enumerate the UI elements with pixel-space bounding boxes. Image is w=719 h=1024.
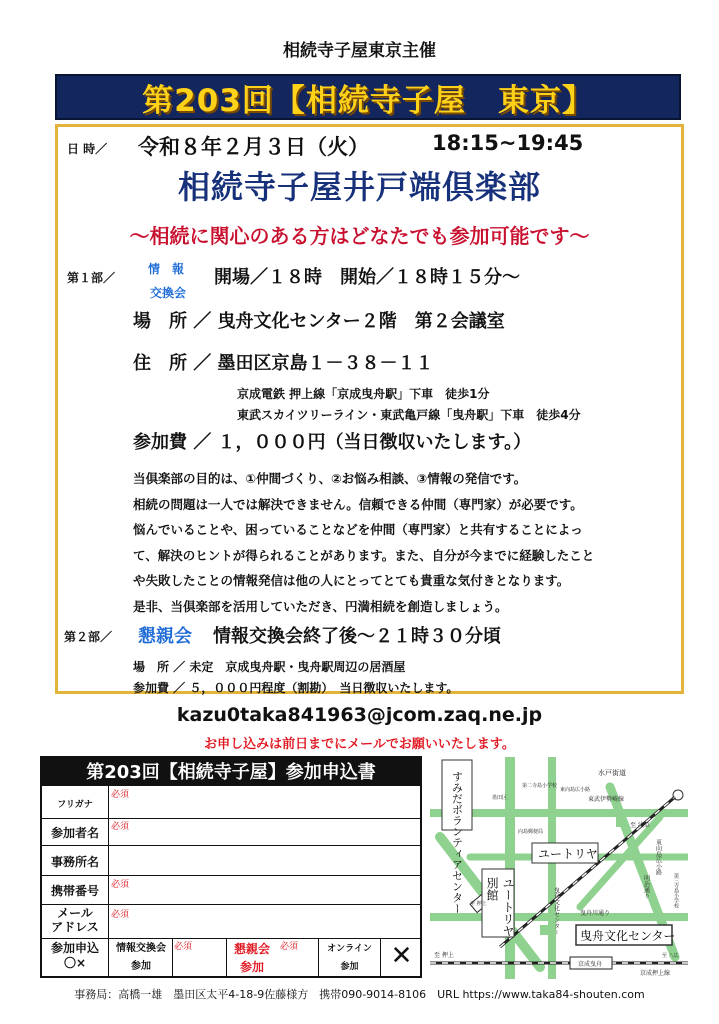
tagline: ～相続に関心のある方はどなたでも参加可能です～ (129, 224, 590, 248)
email-field[interactable] (110, 906, 420, 937)
option-online-line2: 参加 (340, 962, 359, 972)
office-name-field[interactable] (110, 847, 420, 874)
label-keisei-line: 京成押上線 (640, 970, 671, 977)
option-online[interactable] (320, 940, 379, 976)
attend-label (42, 941, 108, 971)
footer-contact: 事務局：高橋一雄 墨田区太平4-18-9佐藤様方 携帯090-9014-8106 URL https://www.taka84-shouten.com (74, 988, 645, 1001)
map-marker (616, 817, 626, 827)
part1-label: 第１部／ (67, 271, 116, 285)
part2-schedule: 情報交換会終了後～２１時３０分頃 (213, 626, 501, 647)
organizer-text: 相続寺子屋東京主催 (283, 41, 436, 61)
label-asakusa: 至 浅草 (630, 822, 650, 829)
mail-label-line2: アドレス (51, 920, 99, 934)
option-social-line2: 参加 (239, 960, 264, 974)
phone-field[interactable] (110, 877, 420, 903)
description-line: 相続の問題は一人では解決できません。信頼できる仲間（専門家）が必要です。 (133, 496, 583, 512)
label-yahiro: 至 八広 (662, 953, 679, 959)
venue-map (430, 757, 688, 979)
datetime-label: 日 時／ (67, 142, 108, 156)
description-line: 是非、当倶楽部を活用していただき、円満相続を創造しましょう。 (133, 598, 508, 614)
required-mark: 必須 (280, 942, 299, 952)
label-hikifune-center: 曳舟文化センター (552, 887, 560, 935)
event-banner (55, 74, 681, 120)
online-x-mark: ✕ (390, 941, 413, 971)
label-higashi2: 東向島広小路 (654, 839, 662, 875)
option-online-line1: オンライン (327, 944, 372, 954)
sumida-volunteer-text: すみだボランティアセンター (450, 771, 464, 914)
phone-label: 携帯番号 (50, 884, 99, 898)
description-line: 当倶楽部の目的は、①仲間づくり、②お悩み相談、③情報の発信です。 (133, 471, 527, 486)
betsukan-text: 別館 (485, 877, 499, 901)
map-marker (540, 925, 550, 935)
part1-tag-line2: 交換会 (150, 286, 187, 300)
required-mark: 必須 (174, 942, 193, 952)
part1-description (133, 466, 693, 619)
furigana-label: フリガナ (57, 800, 93, 810)
label-keisei-hikifune: 京成曳舟 (578, 961, 603, 968)
part2-venue: 場 所 ／ 未定 京成曳舟駅・曳舟駅周辺の居酒屋 (133, 660, 406, 674)
required-mark: 必須 (111, 790, 130, 800)
label-tobu-isesaki: 東武伊勢崎線 (588, 796, 625, 803)
description-line: て、解決のヒントが得られることがあります。また、自分が今までに経験したこと (133, 547, 595, 563)
part2-label: 第２部／ (64, 630, 113, 644)
label-higashimukai: 東向島広小路 (560, 787, 591, 793)
part2-name: 懇親会 (138, 626, 192, 647)
event-time: 18:15~19:45 (432, 131, 584, 155)
part1-venue: 場 所 ／ 曳舟文化センター２階 第２会議室 (133, 311, 505, 332)
required-mark: 必須 (111, 880, 130, 890)
description-line: 悩んでいることや、困っていることなどを仲間（専門家）と共有することによっ (133, 522, 583, 537)
option-info-exchange[interactable] (111, 940, 171, 976)
banner-title: 第203回【相続寺子屋 東京】 (142, 82, 594, 119)
contact-email[interactable]: kazu0taka841963@jcom.zaq.ne.jp (176, 704, 543, 726)
part1-tag-line1: 情 報 (148, 262, 185, 276)
participant-name-field[interactable] (110, 820, 420, 844)
part1-access-2: 東武スカイツリーライン・東武亀戸線「曳舟駅」下車 徒歩4分 (237, 408, 581, 422)
attend-label-line2: 〇× (63, 956, 87, 970)
form-title: 第203回【相続寺子屋】参加申込書 (40, 756, 422, 786)
part1-address: 住 所 ／ 墨田区京島１－３８－１１ (133, 353, 434, 374)
label-to: 至 押上 (470, 901, 487, 907)
office-label: 事務所名 (50, 855, 99, 869)
mail-label (42, 906, 108, 934)
part1-access-1: 京成電鉄 押上線「京成曳舟駅」下車 徒歩1分 (237, 387, 490, 401)
label-suido: 水戸街道 (598, 769, 626, 777)
part2-fee: 参加費 ／ ５，０００円程度（割勘） 当日徴収いたします。 (133, 681, 459, 695)
description-line: や失敗したことの情報発信は他の人にとってとても貴重な気付きとなります。 (133, 573, 570, 588)
label-mukojima: 向島郵便局 (518, 829, 544, 835)
required-mark: 必須 (111, 910, 130, 920)
event-date: 令和８年２月３日（火） (138, 135, 369, 159)
label-oshiage: 至 押上 (434, 952, 454, 959)
label-hikifunegawa: 曳舟川通り (580, 910, 611, 917)
utoria-vertical-text: ユートリヤ (501, 877, 515, 937)
label-daisan: 第三寺島小学校 (673, 873, 679, 908)
required-mark: 必須 (111, 822, 130, 832)
label-meiji: 明治通り (642, 875, 650, 899)
club-title: 相続寺子屋井戸端倶楽部 (177, 168, 541, 206)
utoria-box-text: ユートリヤ (538, 847, 598, 861)
option-info-line1: 情報交換会 (116, 943, 166, 954)
part1-fee: 参加費 ／ １，０００円（当日徴収いたします。） (133, 432, 532, 453)
option-social[interactable] (228, 940, 276, 976)
option-social-line1: 懇親会 (233, 942, 270, 956)
part1-schedule: 開場／１８時 開始／１８時１５分～ (214, 267, 520, 288)
attend-label-line1: 参加申込 (50, 941, 99, 955)
option-info-line2: 参加 (131, 961, 151, 972)
culture-center-box-text: 曳舟文化センター (580, 929, 676, 943)
furigana-field[interactable] (110, 796, 420, 816)
label-sumida-pr: 墨田区 (492, 795, 508, 801)
name-label: 参加者名 (50, 826, 99, 840)
application-notice: お申し込みは前日までにメールでお願いいたします。 (204, 737, 515, 752)
label-daini: 第二寺島小学校 (522, 783, 558, 789)
mail-label-line1: メール (57, 906, 93, 920)
